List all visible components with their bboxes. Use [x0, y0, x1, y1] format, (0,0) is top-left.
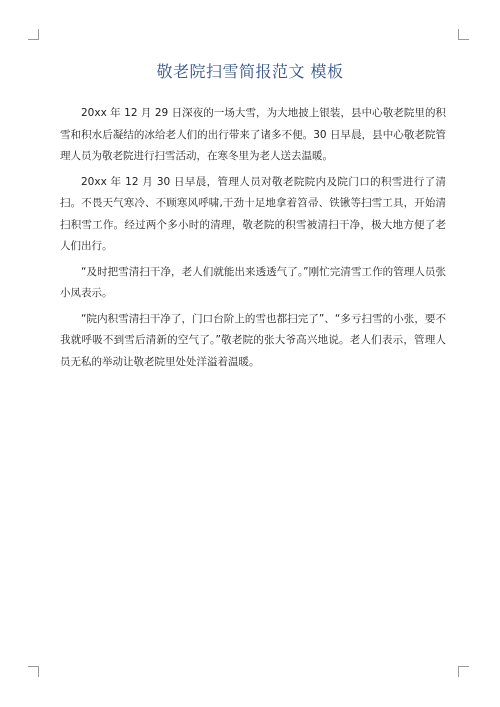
crop-mark-bottom-left — [28, 666, 39, 677]
paragraph-4: “院内积雪清扫干净了，门口台阶上的雪也都扫完了”、“多亏扫雪的小张，要不我就呼吸不到雪后清新的空气了。”敬老院的张大爷高兴地说。老人们表示，管理人员无私的举动让敬老院里处处洋溢着温暖。 — [60, 312, 446, 368]
crop-mark-bottom-right — [458, 666, 469, 677]
document-title: 敬老院扫雪简报范文 模板 — [156, 62, 344, 81]
paragraph-2: 20xx 年 12 月 30 日早晨，管理人员对敬老院院内及院门口的积雪进行了清扫。不畏天气寒冷、不顾寒风呼啸,干劲十足地拿着笤帚、铁锹等扫雪工具，开始清扫积雪工作。经过两个多小时的清理，敬老院的积雪被清扫干净，极大地方便了老人们出行。 — [60, 175, 446, 252]
paragraph-3: “及时把雪清扫干净，老人们就能出来透透气了。”刚忙完清雪工作的管理人员张小凤表示。 — [60, 265, 446, 299]
paragraph-1: 20xx 年 12 月 29 日深夜的一场大雪，为大地披上银装，县中心敬老院里的积雪和积水后凝结的冰给老人们的出行带来了诸多不便。30 日早晨，县中心敬老院管理人员为敬老院进行扫雪活动，在寒冬里为老人送去温暖。 — [60, 107, 446, 162]
crop-mark-top-left — [28, 29, 39, 40]
crop-mark-top-right — [458, 29, 469, 40]
document-body — [60, 103, 446, 377]
